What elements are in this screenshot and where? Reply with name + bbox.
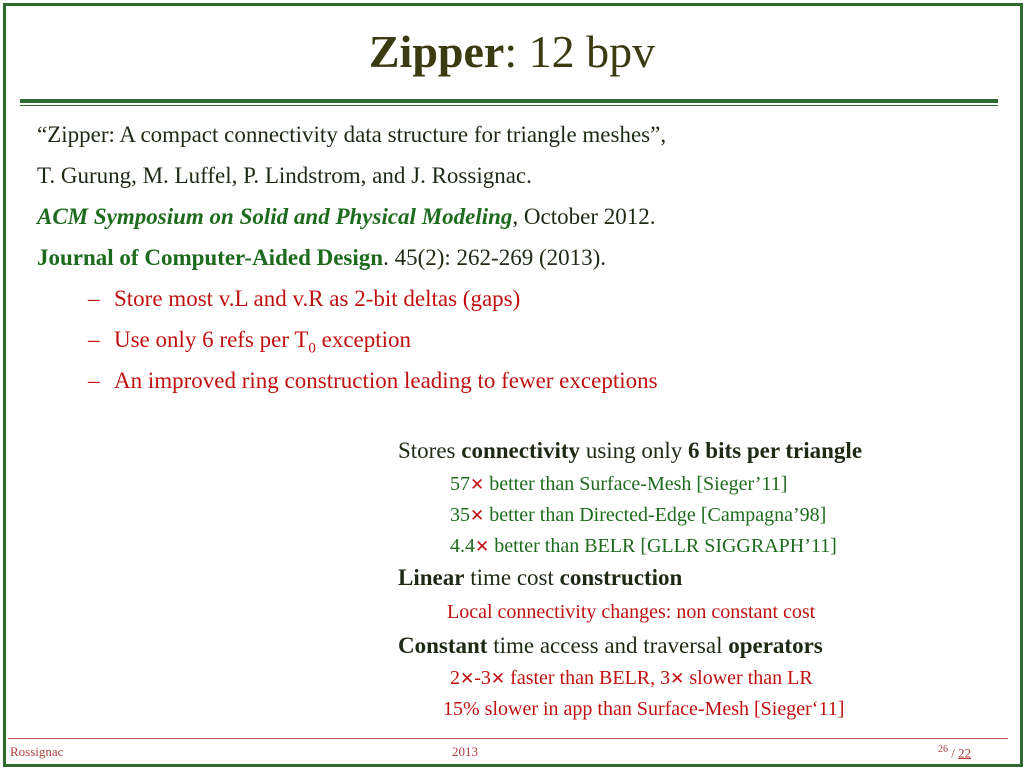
linear-construction: construction [559, 565, 683, 590]
speed-slower-text: slower than LR [684, 667, 813, 689]
local-changes-line: Local connectivity changes: non constant cost [447, 601, 816, 623]
stores-mid: using only [580, 438, 689, 463]
title-rule [20, 99, 998, 103]
citation-venue-1 [37, 203, 656, 231]
footer-page-number [938, 744, 971, 761]
constant-line [398, 632, 823, 660]
comparison-text: better than BELR [GLLR SIGGRAPH’11] [489, 535, 837, 557]
comparison-factor: 57 [450, 473, 470, 495]
constant-mid: time access and traversal [487, 633, 729, 658]
comparison-text: better than Directed-Edge [Campagna’98] [484, 504, 827, 526]
citation-venue-2 [37, 244, 606, 272]
speed-line [450, 665, 813, 692]
bullet-dash: – [88, 327, 100, 352]
stores-bits: 6 bits per triangle [688, 438, 863, 463]
citation-authors: T. Gurung, M. Luffel, P. Lindstrom, and J. Rossignac. [37, 163, 532, 188]
slide-title [0, 24, 1024, 80]
page-current: 26 [938, 744, 948, 755]
venue-2-details: . 45(2): 262-269 (2013). [383, 245, 607, 270]
footer-year: 2013 [452, 744, 478, 759]
page-total-link[interactable]: 22 [958, 745, 972, 761]
stores-pre: Stores [398, 438, 462, 463]
times-icon: ✕ [475, 537, 490, 557]
times-icon: ✕ [470, 475, 485, 495]
bullet-text: Use only 6 refs per T [114, 327, 309, 352]
bullet-text: Store most v.L and v.R as 2-bit deltas (gaps) [114, 286, 521, 311]
bullet-text-end: exception [315, 327, 412, 352]
constant-operators: operators [728, 633, 823, 658]
bullet-text: An improved ring construction leading to fewer exceptions [114, 368, 658, 393]
title-rule-thin [20, 105, 998, 106]
times-icon: ✕ [670, 669, 685, 689]
page-sep: / [948, 745, 959, 761]
times-icon: ✕ [470, 506, 485, 526]
comparison-factor: 35 [450, 504, 470, 526]
venue-2-name: Journal of Computer-Aided Design [37, 245, 384, 270]
footer-rule [8, 738, 1008, 739]
comparison-line [450, 502, 826, 529]
bullet-item [88, 326, 411, 363]
bullet-subscript: 0 [308, 340, 316, 357]
speed-faster-text: faster than BELR, [505, 667, 661, 689]
constant-bold: Constant [398, 633, 488, 658]
venue-1-name: ACM Symposium on Solid and Physical Modeling [37, 204, 513, 229]
speed-factor-low: 2 [450, 667, 460, 689]
footer-author: Rossignac [10, 744, 64, 759]
bullet-item [88, 285, 520, 313]
speed-factor-high: -3 [474, 667, 491, 689]
comparison-line [450, 471, 787, 498]
title-rest: : 12 bpv [504, 26, 656, 77]
stores-connectivity: connectivity [461, 438, 581, 463]
bullet-dash: – [88, 286, 100, 311]
linear-line [398, 564, 682, 592]
comparison-line [450, 533, 837, 560]
title-bold: Zipper [368, 26, 505, 77]
linear-bold: Linear [398, 565, 465, 590]
comparison-text: better than Surface-Mesh [Sieger’11] [484, 473, 788, 495]
times-icon: ✕ [490, 669, 506, 689]
speed-slower-factor: 3 [660, 667, 671, 689]
bullet-item [88, 367, 658, 395]
times-icon: ✕ [460, 669, 475, 689]
citation-title: “Zipper: A compact connectivity data structure for triangle meshes”, [37, 122, 667, 147]
app-slowdown-line: 15% slower in app than Surface-Mesh [Sieger‘11] [443, 698, 845, 720]
comparison-factor: 4.4 [450, 535, 475, 557]
bullet-dash: – [88, 368, 100, 393]
linear-mid: time cost [464, 565, 560, 590]
stores-line [398, 437, 862, 465]
venue-1-date: , October 2012. [512, 204, 656, 229]
